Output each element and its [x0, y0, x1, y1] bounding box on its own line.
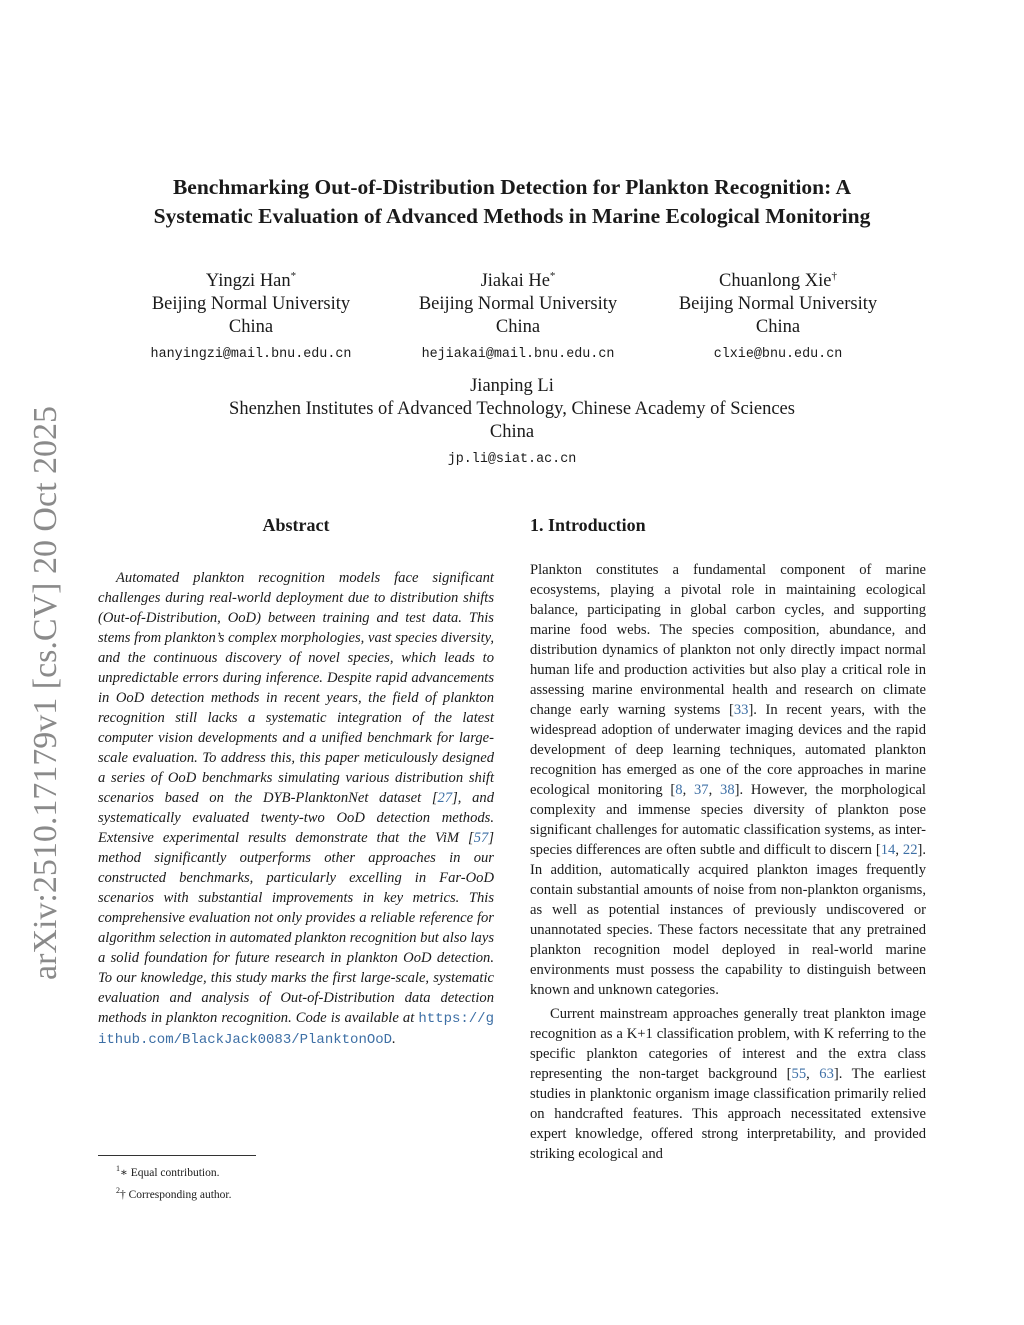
author-mark: * — [290, 269, 297, 282]
arxiv-stamp — [8, 380, 70, 980]
intro-paragraph-1 — [530, 560, 926, 1000]
author-mark: † — [831, 269, 838, 282]
introduction-section — [530, 514, 926, 1164]
citation-link[interactable]: 55 — [791, 1066, 807, 1082]
citation-link[interactable]: 27 — [437, 790, 453, 806]
intro-paragraph-2 — [530, 1004, 926, 1164]
paper-title — [60, 173, 964, 231]
intro-text: ]. In addition, automatically acquired plankton images frequently contain substantial amounts of noise from non-plankton organisms, as well as potential instances of previously undiscovered or unannotated species. These factors necessitate that any pretrained plankton recognition model deployed in real-world marine environments must possess the capability to distinguish between known and unknown categories. — [530, 842, 926, 998]
author-affiliation: Beijing Normal University — [678, 294, 878, 314]
author-3 — [628, 270, 928, 364]
intro-text: ]. The earliest studies in planktonic organism image classification primarily relied on handcrafted features. This approach necessitated extensive expert knowledge, offered strong interpretability, and provided striking ecological and — [530, 1066, 926, 1162]
intro-text: Plankton constitutes a fundamental component of marine ecosystems, playing a pivotal role in maintaining ecological balance, participating in global carbon cycles, and supporting marine food webs. The species composition, abundance, and distribution dynamics of plankton not only directly impact normal human life and production activities but also play a critical role in assessing marine environmental health and research on climate change early warning systems [ — [530, 562, 926, 718]
footnote-number: 2 — [116, 1185, 120, 1195]
intro-text: ]. However, the morphological complexity and immense species diversity of plankton pose significant challenges for automatic classification systems, as inter-species differences are often subtle and difficult to discern [ — [530, 782, 926, 858]
citation-separator: , — [682, 782, 694, 798]
footnote-number: 1 — [116, 1164, 120, 1173]
author-country: China — [495, 317, 541, 337]
abstract-text: Automated plankton recognition models face significant challenges during real-world deployment due to distribution shifts (Out-of-Distribution, OoD) between training and test data. This stems from plankton’s complex morphologies, vast species diversity, and the continuous discovery of novel species, which leads to unpredictable errors during inference. Despite rapid advancements in OoD detection methods in recent years, the field of plankton recognition still lacks a systematic integration of the latest computer vision developments and a unified benchmark for large-scale evaluation. To address this, this paper meticulously designed a series of OoD benchmarks simulating various distribution shift scenarios based on the DYB-PlanktonNet dataset [ — [98, 570, 495, 806]
code-url-link[interactable]: https://github.com/BlackJack0083/PlanktonOoD — [98, 1011, 494, 1048]
author-country: China — [489, 422, 535, 442]
citation-link[interactable]: 8 — [675, 782, 683, 798]
citation-separator: , — [806, 1066, 820, 1082]
author-country: China — [755, 317, 801, 337]
author-email[interactable]: clxie@bnu.edu.cn — [713, 347, 843, 362]
author-name: Yingzi Han — [205, 271, 291, 291]
author-mark: * — [549, 269, 556, 282]
citation-link[interactable]: 63 — [819, 1066, 834, 1082]
abstract-text: ] method significantly outperforms other approaches in our constructed benchmarks, particularly excelling in Far-OoD scenarios with substantial improvements in key metrics. This comprehensive evaluation not only provides a reliable reference for algorithm selection in automated plankton recognition but also lays a solid foundation for future research in plankton OoD detection. To our knowledge, this study marks the first large-scale, systematic evaluation and analysis of Out-of-Distribution data detection methods in plankton recognition. Code is available at — [98, 830, 494, 1026]
abstract-text: . — [392, 1031, 396, 1047]
abstract-section — [98, 514, 494, 1050]
footnote-1 — [98, 1160, 398, 1182]
abstract-heading: Abstract — [262, 515, 330, 535]
title-line-1: Benchmarking Out-of-Distribution Detection for Plankton Recognition: A — [172, 175, 852, 199]
introduction-heading: 1. Introduction — [530, 515, 646, 535]
footnotes — [98, 1155, 398, 1204]
citation-separator: , — [708, 782, 721, 798]
citation-link[interactable]: 57 — [473, 830, 489, 846]
author-email[interactable]: hejiakai@mail.bnu.edu.cn — [421, 347, 615, 362]
author-name: Chuanlong Xie — [718, 271, 832, 291]
intro-text: ]. In recent years, with the widespread adoption of underwater imaging devices and the rapid development of deep learning techniques, automated plankton recognition has emerged as one of the core approaches in marine ecological monitoring [ — [530, 702, 927, 798]
footnote-2 — [98, 1182, 398, 1204]
citation-link[interactable]: 22 — [902, 842, 918, 858]
abstract-text: ], and systematically evaluated twenty-two OoD detection methods. Extensive experimental results demonstrate that the ViM [ — [98, 790, 494, 846]
title-line-2: Systematic Evaluation of Advanced Methods in Marine Ecological Monitoring — [153, 204, 871, 228]
arxiv-stamp-text: arXiv:2510.17179v1 [cs.CV] 20 Oct 2025 — [27, 405, 64, 980]
author-name: Jianping Li — [470, 376, 554, 396]
citation-link[interactable]: 14 — [880, 842, 896, 858]
author-name: Jiakai He — [480, 271, 550, 291]
author-country: China — [228, 317, 274, 337]
author-affiliation: Beijing Normal University — [418, 294, 618, 314]
author-email[interactable]: jp.li@siat.ac.cn — [447, 452, 577, 467]
citation-link[interactable]: 37 — [694, 782, 709, 798]
author-2 — [368, 270, 668, 364]
footnote-text: ∗ Equal contribution. — [120, 1166, 220, 1179]
citation-link[interactable]: 33 — [733, 702, 749, 718]
footnote-rule — [98, 1155, 256, 1156]
author-1 — [101, 270, 401, 364]
author-affiliation: Shenzhen Institutes of Advanced Technology, Chinese Academy of Sciences — [229, 399, 795, 419]
intro-text: Current mainstream approaches generally treat plankton image recognition as a K+1 classification problem, with K referring to the specific plankton categories of interest and the extra class representing the non-target background [ — [530, 1006, 926, 1082]
author-affiliation: Beijing Normal University — [151, 294, 351, 314]
citation-separator: , — [895, 842, 903, 858]
footnote-text: † Corresponding author. — [120, 1188, 232, 1201]
author-4 — [112, 375, 912, 469]
citation-link[interactable]: 38 — [720, 782, 735, 798]
abstract-body — [98, 568, 494, 1050]
author-email[interactable]: hanyingzi@mail.bnu.edu.cn — [150, 347, 352, 362]
